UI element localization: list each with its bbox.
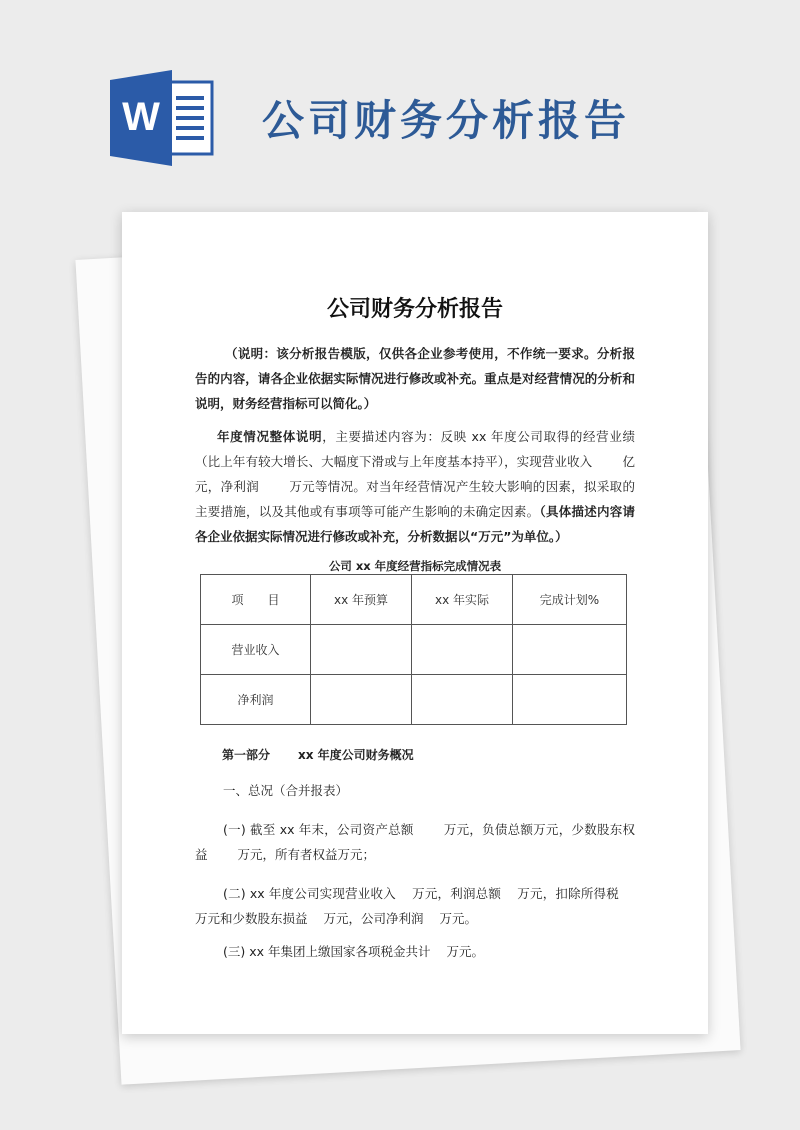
item-2	[195, 881, 635, 931]
table-row	[201, 625, 627, 675]
item-2-text: 万元，利润总额	[411, 886, 502, 901]
banner-header	[0, 0, 800, 200]
section-heading	[222, 746, 414, 763]
document-title: 公司财务分析报告	[326, 297, 503, 322]
table-header-row	[201, 575, 627, 625]
table-row	[201, 675, 627, 725]
table-cell: 净利润	[201, 675, 311, 725]
table-caption: 公司 xx 年度经营指标完成情况表	[328, 559, 502, 573]
item-1-text: (一) 截至 xx 年末，公司资产总额	[223, 822, 414, 837]
note-paragraph: （说明：该分析报告模版，仅供各企业参考使用，不作统一要求。分析报告的内容，请各企业依据实际情况进行修改或补充。重点是对经营情况的分析和说明，财务经营指标可以简化。）	[195, 346, 635, 411]
item-3-text: 万元。	[446, 944, 485, 959]
item-3-text: (三) xx 年集团上缴国家各项税金共计	[223, 944, 431, 959]
header-cell: 项 目	[201, 575, 311, 625]
table-cell	[311, 625, 412, 675]
table-cell	[412, 625, 513, 675]
overview-text-1: ，主要描述内容为：反映 xx 年度公司取得的经营业绩（比上年有较大增长、大幅度下滑或与上年度基本持平），实现营业收入	[195, 429, 635, 469]
item-1-text: 万元，所有者权益万元；	[237, 847, 376, 862]
table-cell	[311, 675, 412, 725]
overview-bold-note: （具体描述内容请各企业依据实际情况进行修改或补充，分析数据以“万元”为单位。）	[195, 504, 635, 544]
header-cell: xx 年实际	[412, 575, 513, 625]
item-1	[195, 817, 635, 867]
item-2-text: 万元，公司净利润	[323, 911, 424, 926]
table-cell	[513, 675, 627, 725]
item-2-text: 万元。	[439, 911, 478, 926]
word-icon-letter: W	[122, 95, 160, 139]
item-2-text: 万元，扣除所得税	[517, 886, 619, 901]
document-page	[122, 212, 708, 1034]
word-document-icon	[110, 70, 214, 166]
header-cell: xx 年预算	[311, 575, 412, 625]
item-2-text: 万元和少数股东损益	[195, 911, 308, 926]
kpi-table	[200, 574, 627, 725]
overview-paragraph	[195, 424, 635, 549]
banner-title: 公司财务分析报告	[262, 96, 631, 145]
part-name: xx 年度公司财务概况	[298, 748, 414, 762]
table-cell	[513, 625, 627, 675]
header-cell: 完成计划%	[513, 575, 627, 625]
table-cell	[412, 675, 513, 725]
overview-text-3: 万元等情况。对当年经营情况产生较大影响的因素，拟采取的主要措施，以及其他或有事项等可能产生影响的未确定因素。	[195, 479, 635, 519]
item-2-text: (二) xx 年度公司实现营业收入	[223, 886, 396, 901]
item-1-text: 万元，负债总额万元，少数股东权益	[195, 822, 635, 862]
part-label: 第一部分	[222, 748, 271, 762]
overview-text-2: 亿元，净利润	[195, 454, 635, 494]
item-3	[195, 939, 635, 964]
subheading: 一、总况（合并报表）	[223, 783, 349, 798]
table-cell: 营业收入	[201, 625, 311, 675]
overview-label: 年度情况整体说明	[217, 429, 323, 444]
